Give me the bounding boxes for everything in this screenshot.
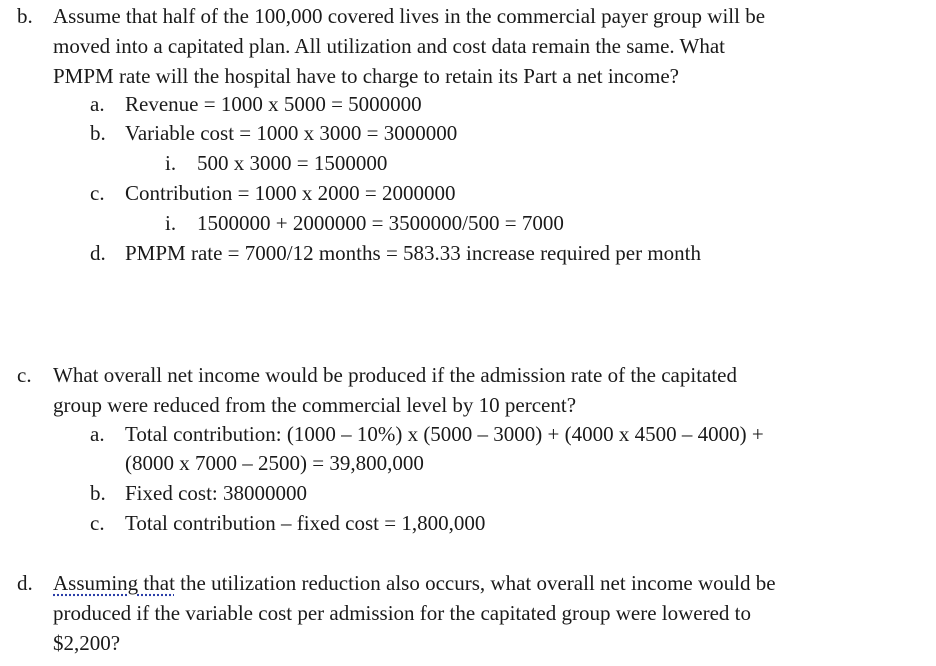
section-b-question-line-3: PMPM rate will the hospital have to charge to retain its Part a net income? bbox=[53, 64, 679, 88]
section-b-answer-a-marker: a. bbox=[90, 92, 105, 116]
section-c-marker: c. bbox=[17, 363, 32, 387]
section-b-question-line-1: Assume that half of the 100,000 covered lives in the commercial payer group will be bbox=[53, 4, 766, 28]
spellcheck-underlined-phrase[interactable]: Assuming that bbox=[53, 571, 175, 595]
section-d-question-line-2: produced if the variable cost per admission for the capitated group were lowered to bbox=[53, 601, 751, 625]
section-c-question-line-2: group were reduced from the commercial level by 10 percent? bbox=[53, 393, 577, 417]
section-c-answer-a-line-2: (8000 x 7000 – 2500) = 39,800,000 bbox=[125, 451, 424, 475]
section-d-question-line-1-rest: the utilization reduction also occurs, what overall net income would be bbox=[174, 571, 776, 595]
section-c-answer-a-line-1: Total contribution: (1000 – 10%) x (5000 – 3000) + (4000 x 4500 – 4000) + bbox=[125, 422, 764, 446]
section-c-answer-c: Total contribution – fixed cost = 1,800,000 bbox=[125, 511, 486, 535]
section-b-answer-c: Contribution = 1000 x 2000 = 2000000 bbox=[125, 181, 456, 205]
section-c-question-line-1: What overall net income would be produced if the admission rate of the capitated bbox=[53, 363, 738, 387]
section-b-answer-a: Revenue = 1000 x 5000 = 5000000 bbox=[125, 92, 422, 116]
section-c-answer-b-marker: b. bbox=[90, 481, 106, 505]
section-c-answer-a-marker: a. bbox=[90, 422, 105, 446]
section-c-answer-c-marker: c. bbox=[90, 511, 105, 535]
section-b-answer-b-i: 500 x 3000 = 1500000 bbox=[197, 151, 388, 175]
section-d-question-line-3: $2,200? bbox=[53, 631, 121, 655]
section-b-answer-c-i-marker: i. bbox=[165, 211, 177, 235]
section-d-question-line-1 bbox=[53, 568, 776, 598]
section-b-answer-c-marker: c. bbox=[90, 181, 105, 205]
section-b-answer-b: Variable cost = 1000 x 3000 = 3000000 bbox=[125, 121, 458, 145]
section-b-marker: b. bbox=[17, 4, 33, 28]
section-b-answer-d-marker: d. bbox=[90, 241, 106, 265]
section-b-question-line-2: moved into a capitated plan. All utilization and cost data remain the same. What bbox=[53, 34, 725, 58]
section-b-answer-b-marker: b. bbox=[90, 121, 106, 145]
section-d-marker: d. bbox=[17, 571, 33, 595]
section-c-answer-b: Fixed cost: 38000000 bbox=[125, 481, 307, 505]
section-b-answer-c-i: 1500000 + 2000000 = 3500000/500 = 7000 bbox=[197, 211, 564, 235]
section-b-answer-d: PMPM rate = 7000/12 months = 583.33 increase required per month bbox=[125, 241, 702, 265]
section-b-answer-b-i-marker: i. bbox=[165, 151, 177, 175]
